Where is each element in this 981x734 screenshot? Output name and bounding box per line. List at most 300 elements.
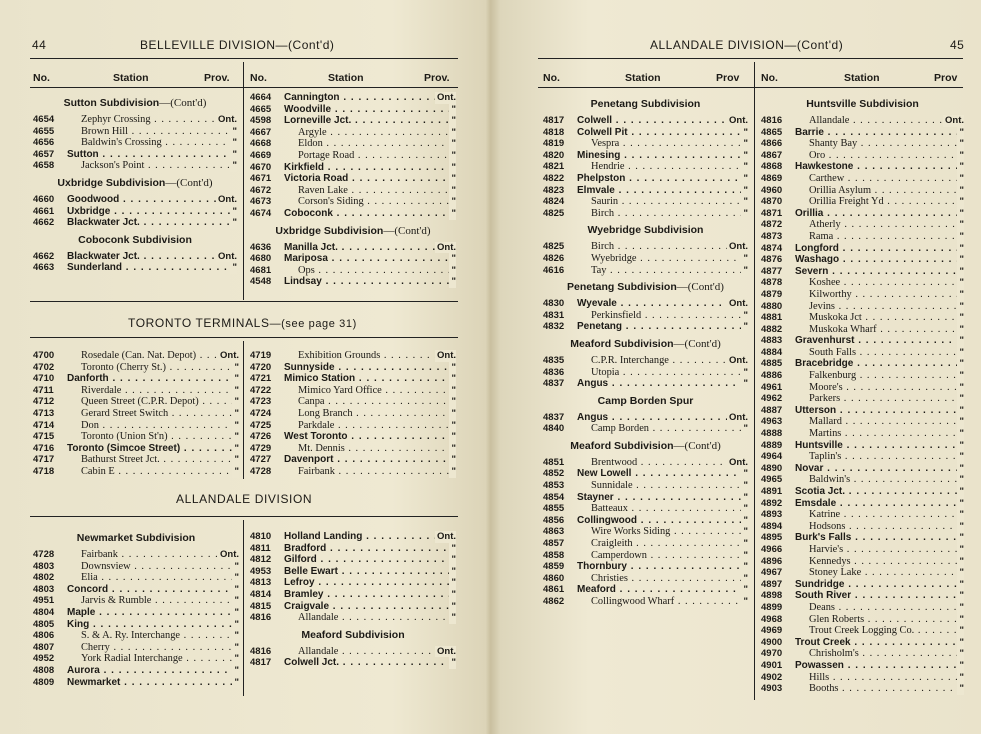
header-rule (538, 58, 963, 59)
station-name: Zephyr Crossing . . . (67, 114, 237, 126)
station-row (543, 573, 748, 585)
station-name: Bramley . . . (284, 589, 456, 601)
page-title: BELLEVILLE DIVISION—(Cont'd) (140, 38, 335, 52)
station-row (543, 423, 748, 435)
province: " (743, 196, 748, 208)
station-number: 4899 (761, 601, 783, 613)
station-row (761, 440, 964, 452)
station-row (33, 149, 237, 161)
station-number: 4961 (761, 381, 783, 393)
station-name: Exhibition Grounds . . . (284, 350, 456, 362)
station-number: 4712 (33, 396, 55, 408)
province: " (959, 439, 964, 451)
station-name: Wyebridge . . . (577, 253, 748, 265)
station-row (761, 648, 964, 660)
station-number: 4963 (761, 416, 783, 428)
station-row (33, 466, 239, 478)
station-name: Chrisholm's . . . (795, 648, 964, 660)
station-row (250, 443, 456, 455)
station-row (761, 498, 964, 510)
province: Ont. (729, 241, 748, 253)
station-name: Eldon . . . (284, 138, 456, 150)
station-row (250, 350, 456, 362)
province: " (451, 361, 456, 373)
province: " (234, 560, 239, 572)
station-number: 4636 (250, 241, 272, 253)
province: " (959, 288, 964, 300)
province: " (234, 572, 239, 584)
station-name: Sunnyside . . . (284, 362, 456, 374)
subdivision-heading: Penetang Subdivision (590, 98, 701, 110)
station-name: Wyevale . . . (577, 298, 748, 310)
station-number: 4852 (543, 468, 565, 480)
station-name: Aurora . . . (67, 665, 239, 677)
province: " (451, 161, 456, 173)
station-row (761, 277, 964, 289)
province: " (959, 161, 964, 173)
station-row (543, 173, 748, 185)
station-name: Katrine . . . (795, 509, 964, 521)
station-number: 4901 (761, 659, 783, 671)
province: " (451, 419, 456, 431)
station-row (761, 335, 964, 347)
station-row (543, 150, 748, 162)
station-row (33, 549, 239, 561)
station-row (543, 127, 748, 139)
province: " (959, 242, 964, 254)
station-row (33, 420, 239, 432)
province: " (959, 613, 964, 625)
station-number: 4880 (761, 300, 783, 312)
station-name: Gilford . . . (284, 554, 456, 566)
station-number: 4819 (543, 138, 565, 150)
province: " (959, 265, 964, 277)
station-row (543, 480, 748, 492)
station-name: Falkenburg . . . (795, 370, 964, 382)
station-name: Hodsons . . . (795, 521, 964, 533)
station-number: 4855 (543, 503, 565, 515)
province: " (959, 358, 964, 370)
province: " (743, 572, 748, 584)
station-row (33, 443, 239, 455)
station-number: 4903 (761, 683, 783, 695)
right-page (498, 0, 981, 734)
station-number: 4882 (761, 323, 783, 335)
station-name: Parkers . . . (795, 393, 964, 405)
province: " (743, 126, 748, 138)
province: " (959, 509, 964, 521)
province: " (451, 657, 456, 669)
station-number: 4723 (250, 396, 272, 408)
section-rule (30, 516, 458, 517)
station-number: 4713 (33, 407, 55, 419)
station-name: C.P.R. Interchange . . . (577, 355, 748, 367)
station-row (250, 127, 456, 139)
station-name: Stoney Lake . . . (795, 567, 964, 579)
station-number: 4654 (33, 114, 55, 125)
allandale-right-column-2 (761, 93, 964, 695)
station-number: 4670 (250, 161, 272, 173)
station-number: 4728 (33, 549, 55, 560)
station-row (33, 653, 239, 665)
province: " (234, 641, 239, 653)
province: " (234, 653, 239, 665)
station-number: 4822 (543, 172, 565, 184)
page-title: ALLANDALE DIVISION—(Cont'd) (650, 38, 844, 52)
station-name: Jevins . . . (795, 301, 964, 313)
station-row (761, 451, 964, 463)
station-name: Camperdown . . . (577, 550, 748, 562)
station-name: Mariposa . . . (284, 253, 456, 265)
province: " (743, 503, 748, 515)
station-name: Mt. Dennis . . . (284, 443, 456, 455)
station-row (543, 468, 748, 480)
province: " (743, 264, 748, 276)
station-name: Don . . . (67, 420, 239, 432)
station-number: 4702 (33, 361, 55, 373)
station-name: South Falls . . . (795, 347, 964, 359)
station-name: Gerard Street Switch . . . (67, 408, 239, 420)
station-number: 4888 (761, 428, 783, 440)
station-name: Brown Hill . . . (67, 126, 237, 138)
station-number: 4900 (761, 636, 783, 648)
station-number: 4812 (250, 554, 272, 566)
station-row (33, 408, 239, 420)
station-number: 4965 (761, 474, 783, 486)
station-name: Toronto (Union St'n) . . . (67, 431, 239, 443)
station-row (761, 231, 964, 243)
station-number: 4548 (250, 276, 272, 288)
station-number: 4885 (761, 358, 783, 370)
station-name: Batteaux . . . (577, 503, 748, 515)
station-name: Birch . . . (577, 208, 748, 220)
province: " (451, 103, 456, 115)
station-number: 4802 (33, 572, 55, 584)
station-number: 4806 (33, 630, 55, 642)
station-row (543, 550, 748, 562)
province: " (959, 578, 964, 590)
station-name: Hills . . . (795, 672, 964, 684)
station-number: 4725 (250, 419, 272, 431)
subdivision-heading: Penetang Subdivision—(Cont'd) (567, 281, 724, 294)
station-name: Baldwin's . . . (795, 474, 964, 486)
column-divider (754, 62, 755, 700)
station-row (761, 556, 964, 568)
station-name: Penetang . . . (577, 321, 748, 333)
station-row (761, 370, 964, 382)
station-number: 4825 (543, 241, 565, 253)
station-name: Rosedale (Can. Nat. Depot) . . . (67, 350, 239, 362)
station-row (250, 242, 456, 254)
station-number: 4830 (543, 298, 565, 310)
station-name: Orillia . . . (795, 208, 964, 220)
station-number: 4884 (761, 346, 783, 358)
station-name: Atherly . . . (795, 219, 964, 231)
province: " (451, 407, 456, 419)
station-row (761, 416, 964, 428)
station-row (33, 137, 237, 149)
station-row (543, 538, 748, 550)
station-number: 4969 (761, 625, 783, 637)
station-name: Barrie . . . (795, 127, 964, 139)
station-number: 4967 (761, 567, 783, 579)
station-number: 4835 (543, 354, 565, 366)
province: Ont. (729, 298, 748, 310)
station-number: 4897 (761, 578, 783, 590)
station-name: Canpa . . . (284, 396, 456, 408)
province: " (743, 138, 748, 150)
station-row (761, 614, 964, 626)
station-name: Phelpston . . . (577, 173, 748, 185)
station-name: South River . . . (795, 590, 964, 602)
station-number: 4952 (33, 653, 55, 665)
station-number: 4868 (761, 161, 783, 173)
station-number: 4837 (543, 411, 565, 423)
station-row (33, 454, 239, 466)
station-number: 4816 (761, 115, 783, 126)
province: " (959, 648, 964, 660)
station-row (250, 577, 456, 589)
station-name: Mimico Yard Office . . . (284, 385, 456, 397)
station-name: Trout Creek . . . (795, 637, 964, 649)
station-row (543, 321, 748, 333)
province: " (959, 451, 964, 463)
station-number: 4886 (761, 370, 783, 382)
colhead-rule (30, 87, 458, 88)
station-row (250, 138, 456, 150)
station-number: 4680 (250, 253, 272, 265)
station-number: 4721 (250, 373, 272, 385)
station-name: Colwell Pit . . . (577, 127, 748, 139)
station-row (761, 579, 964, 591)
station-number: 4711 (33, 384, 54, 396)
station-row (250, 185, 456, 197)
station-row (33, 373, 239, 385)
station-row (761, 301, 964, 313)
station-name: Kilworthy . . . (795, 289, 964, 301)
station-row (250, 162, 456, 174)
station-name: Colwell Jct. . . . (284, 657, 456, 669)
station-row (33, 206, 237, 218)
station-row (250, 543, 456, 555)
station-row (543, 241, 748, 253)
province: " (743, 526, 748, 538)
col-header-no: No. (33, 72, 50, 84)
station-row (543, 503, 748, 515)
province: " (743, 491, 748, 503)
column-divider (243, 520, 244, 696)
province: " (232, 217, 237, 229)
province: " (451, 138, 456, 150)
subdivision-heading: Meaford Subdivision (301, 628, 405, 641)
province: " (451, 577, 456, 589)
station-row (250, 196, 456, 208)
province: " (743, 596, 748, 607)
station-name: Corson's Siding . . . (284, 196, 456, 208)
station-number: 4964 (761, 451, 783, 463)
station-number: 4902 (761, 671, 783, 683)
province: " (959, 462, 964, 474)
province: " (959, 393, 964, 405)
province: Ont. (220, 549, 239, 560)
station-number: 4873 (761, 230, 783, 242)
station-row (543, 253, 748, 265)
province: " (234, 361, 239, 373)
station-number: 4879 (761, 288, 783, 300)
station-name: Orillia Asylum . . . (795, 185, 964, 197)
station-name: Concord . . . (67, 584, 239, 596)
station-number: 4726 (250, 431, 272, 443)
station-name: Gravenhurst . . . (795, 335, 964, 347)
station-number: 4816 (250, 645, 272, 657)
station-row (761, 637, 964, 649)
station-row (543, 412, 748, 424)
province: " (959, 659, 964, 671)
station-number: 4877 (761, 265, 783, 277)
station-row (543, 115, 748, 127)
station-row (33, 114, 237, 126)
station-row (250, 431, 456, 443)
station-number: 4893 (761, 509, 783, 521)
station-number: 4858 (543, 549, 565, 561)
province: " (451, 384, 456, 396)
station-number: 4867 (761, 149, 783, 161)
station-row (250, 173, 456, 185)
province: " (451, 565, 456, 577)
toronto-column-2 (250, 350, 456, 478)
station-name: Holland Landing . . . (284, 531, 456, 543)
province: " (743, 309, 748, 321)
station-name: Orillia Freight Yd . . . (795, 196, 964, 208)
station-name: Booths . . . (795, 683, 964, 695)
allandale-column-2 (250, 531, 456, 669)
station-name: Glen Roberts . . . (795, 614, 964, 626)
station-number: 4966 (761, 543, 783, 555)
subdivision-heading: Meaford Subdivision—(Cont'd) (570, 337, 721, 350)
station-number: 4960 (761, 184, 783, 196)
station-row (33, 607, 239, 619)
station-row (543, 208, 748, 220)
station-row (33, 262, 237, 274)
subdivision-heading: Meaford Subdivision—(Cont'd) (570, 439, 721, 452)
station-row (250, 104, 456, 116)
station-name: Kirkfield . . . (284, 162, 456, 174)
station-row (761, 324, 964, 336)
station-name: Utterson . . . (795, 405, 964, 417)
station-number: 4655 (33, 125, 55, 137)
province: " (451, 264, 456, 276)
page-number: 44 (32, 38, 47, 52)
station-name: Davenport . . . (284, 454, 456, 466)
station-number: 4970 (761, 648, 783, 660)
province: " (451, 126, 456, 138)
province: " (743, 561, 748, 573)
province: " (451, 612, 456, 624)
station-row (543, 596, 748, 608)
station-number: 4869 (761, 172, 783, 184)
station-row (761, 567, 964, 579)
province: " (451, 600, 456, 612)
province: " (959, 381, 964, 393)
province: " (743, 184, 748, 196)
station-row (761, 219, 964, 231)
station-row (250, 554, 456, 566)
province: " (234, 606, 239, 618)
station-number: 4720 (250, 361, 272, 373)
station-row (250, 92, 456, 104)
province: " (234, 431, 239, 443)
station-row (761, 347, 964, 359)
station-number: 4895 (761, 532, 783, 544)
station-name: Perkinsfield . . . (577, 310, 748, 322)
station-name: Bradford . . . (284, 543, 456, 555)
station-name: Belle Ewart . . . (284, 566, 456, 578)
station-row (33, 665, 239, 677)
station-name: Fairbank . . . (284, 466, 456, 478)
station-number: 4898 (761, 590, 783, 602)
province: " (451, 196, 456, 208)
station-row (33, 619, 239, 631)
station-number: 4728 (250, 465, 272, 477)
province: Ont. (437, 645, 456, 657)
station-name: Cannington . . . (284, 92, 456, 104)
allandale-division-title: ALLANDALE DIVISION (176, 492, 313, 506)
province: Ont. (945, 115, 964, 126)
station-number: 4878 (761, 277, 783, 289)
station-name: Deans . . . (795, 602, 964, 614)
station-name: Saurin . . . (577, 196, 748, 208)
province: " (959, 172, 964, 184)
province: " (959, 370, 964, 382)
station-number: 4729 (250, 442, 272, 454)
station-number: 4817 (543, 115, 565, 126)
station-number: 4823 (543, 184, 565, 196)
station-name: Rama . . . (795, 231, 964, 243)
station-row (543, 185, 748, 197)
station-number: 4673 (250, 196, 272, 208)
station-number: 4872 (761, 219, 783, 231)
province: " (234, 583, 239, 595)
station-name: Lefroy . . . (284, 577, 456, 589)
station-number: 4854 (543, 491, 565, 503)
col-header-station: Station (625, 72, 661, 84)
station-number: 4672 (250, 184, 272, 196)
province: " (743, 480, 748, 492)
subdivision-heading: Newmarket Subdivision (76, 532, 196, 544)
station-number: 4722 (250, 384, 272, 396)
station-row (250, 657, 456, 669)
station-row (543, 196, 748, 208)
station-name: Lorneville Jct. . . . (284, 115, 456, 127)
station-row (761, 266, 964, 278)
station-name: West Toronto . . . (284, 431, 456, 443)
station-name: Birch . . . (577, 241, 748, 253)
station-row (761, 254, 964, 266)
station-row (250, 420, 456, 432)
province: " (234, 396, 239, 408)
province: " (232, 262, 237, 274)
station-name: Severn . . . (795, 266, 964, 278)
station-number: 4832 (543, 321, 565, 333)
province: " (234, 419, 239, 431)
station-row (761, 127, 964, 139)
station-number: 4715 (33, 431, 55, 443)
station-row (250, 276, 456, 288)
province: Ont. (218, 193, 237, 205)
province: " (234, 676, 239, 688)
province: " (451, 442, 456, 454)
station-row (761, 358, 964, 370)
